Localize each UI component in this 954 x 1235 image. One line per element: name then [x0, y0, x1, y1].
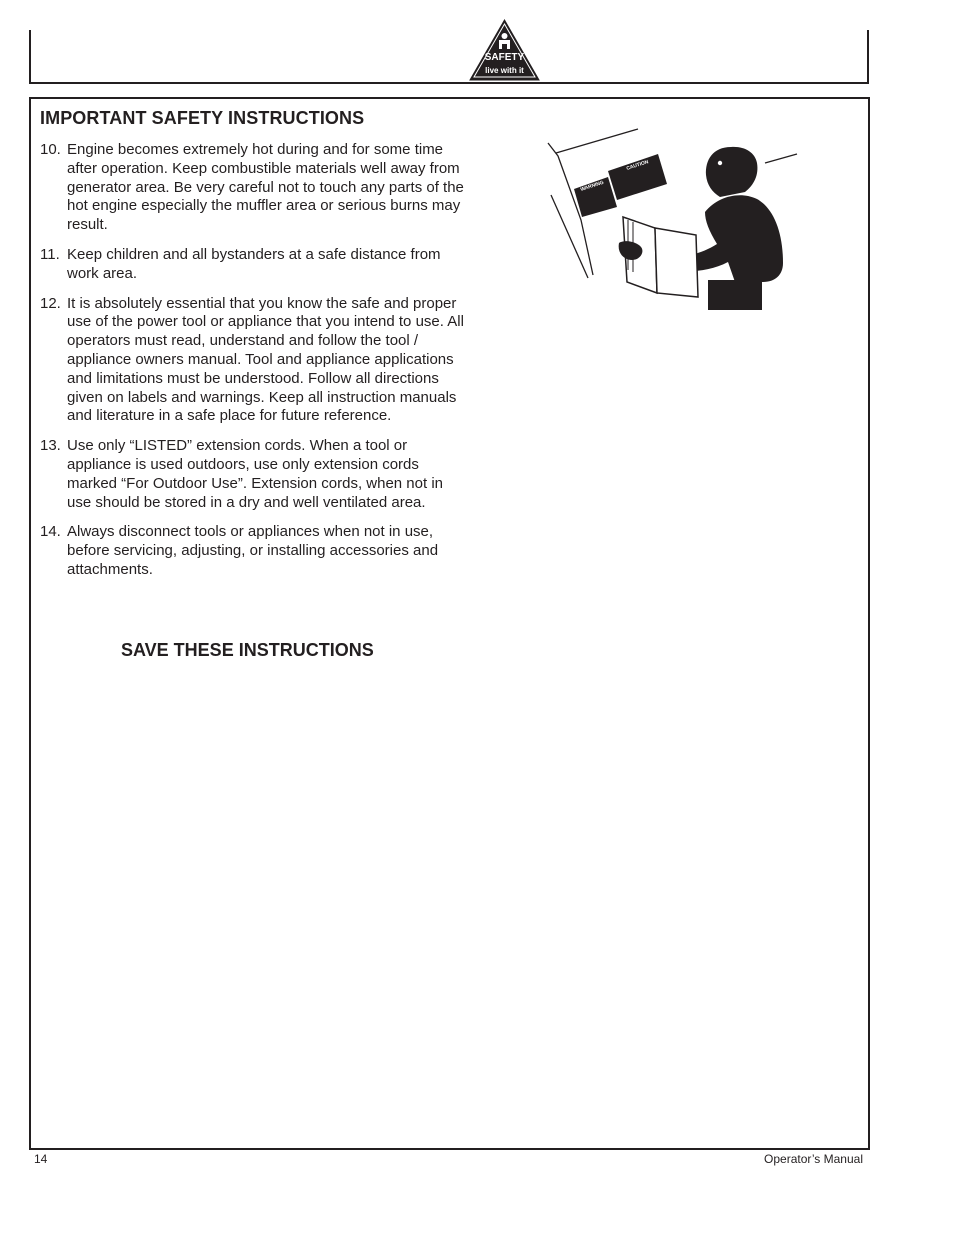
item-number: 10.	[40, 141, 61, 158]
save-instructions-title: SAVE THESE INSTRUCTIONS	[121, 640, 374, 660]
page-number: 14	[34, 1152, 48, 1166]
logo-line1: SAFETY	[484, 52, 525, 63]
item-text: Always disconnect tools or appliances when not in use, before servicing, adjusting, or installing accessories and attachments.	[67, 523, 439, 578]
safety-logo	[469, 19, 540, 81]
operator-reading-manual-illustration	[545, 125, 800, 315]
item-text: It is absolutely essential that you know the safe and proper use of the power tool or appliance that you intend to use. All operators must read, understand and follow the tool / appliance owners manual. Tool and appliance applications and limitations must be understood. Follow all directions given on labels and warnings. Keep all instruction manuals and literature in a safe place for future reference.	[67, 294, 464, 425]
caution-decal-icon	[608, 154, 667, 200]
item-text: Keep children and all bystanders at a safe distance from work area.	[67, 245, 441, 282]
item-number: 11.	[40, 245, 60, 263]
list-item	[40, 437, 470, 512]
instructions-list	[40, 141, 470, 591]
warning-label: WARNING	[579, 179, 605, 193]
manual-book-icon	[619, 217, 698, 297]
manual-title: Operator’s Manual	[764, 1152, 863, 1166]
item-text: Use only “LISTED” extension cords. When a tool or appliance is used outdoors, use only extension cords marked “For Outdoor Use”. Extension cords, when not in use should be stored in a dry and well ventilated area.	[67, 437, 443, 511]
logo-line2: live with it	[485, 66, 524, 75]
caution-label: CAUTION	[625, 159, 650, 172]
header-frame	[29, 30, 869, 84]
list-item	[40, 141, 470, 235]
item-number: 12.	[40, 294, 61, 312]
item-text: Engine becomes extremely hot during and for some time after operation. Keep combustible materials well away from generator area. Be very careful not to touch any parts of the hot engine especially the muffler area or serious burns may result.	[67, 141, 464, 234]
list-item	[40, 246, 470, 284]
item-number: 13.	[40, 437, 61, 455]
list-item	[40, 523, 470, 579]
warning-decal-icon	[574, 177, 617, 217]
item-number: 14.	[40, 523, 61, 541]
section-title: IMPORTANT SAFETY INSTRUCTIONS	[40, 108, 365, 128]
list-item	[40, 295, 470, 427]
